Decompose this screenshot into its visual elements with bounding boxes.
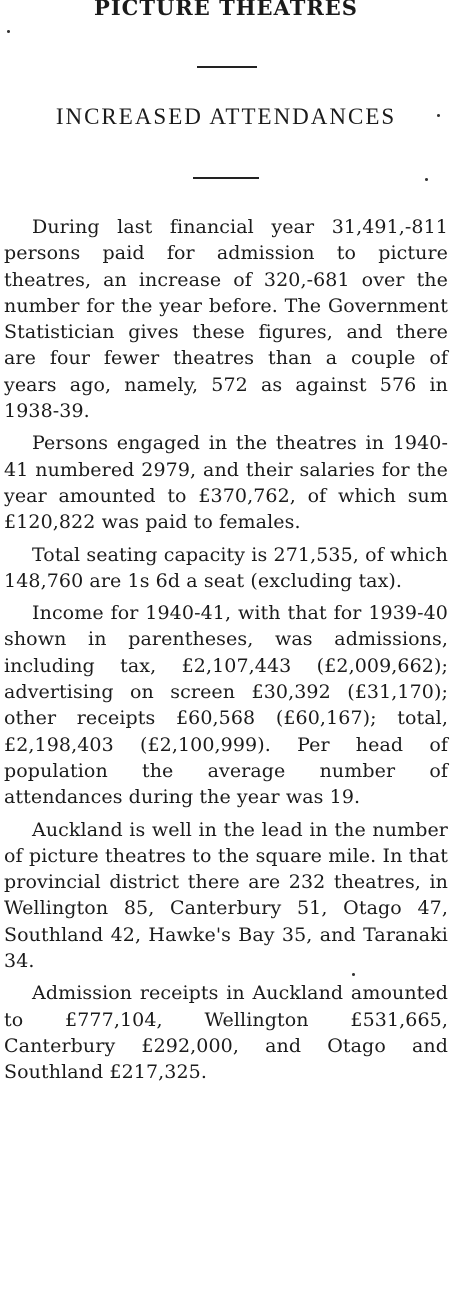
- print-speck: [7, 30, 10, 33]
- paragraph-seating: Total seating capacity is 271,535, of which 148,760 are 1s 6d a seat (excluding tax).: [4, 543, 448, 592]
- print-speck: [437, 114, 440, 117]
- subheadline-divider: [193, 177, 259, 179]
- paragraph-employees: Persons engaged in the theatres in 1940-41 numbered 2979, and their salaries for the year amounted to £370,762, of which sum £120,822 was paid to females.: [4, 432, 448, 534]
- paragraph-receipts: Admission receipts in Auckland amounted to £777,104, Wellington £531,665, Canterbury £292,000, and Otago and Southland £217,325.: [4, 982, 448, 1084]
- paragraph-income: Income for 1940-41, with that for 1939-40 shown in parentheses, was admissions, including tax, £2,107,443 (£2,009,662); advertising on screen £30,392 (£31,170); other receipts £60,568 (£60,167); total, £2,198,403 (£2,100,999). Per head of population the average number of attendances during the year was 19.: [4, 602, 448, 809]
- paragraph-districts: Auckland is well in the lead in the number of picture theatres to the square mile. In that provincial district there are 232 theatres, in Wellington 85, Canterbury 51, Otago 47, Southland 42, Hawke's Bay 35, and Taranaki 34.: [4, 818, 448, 973]
- subheadline: INCREASED ATTENDANCES: [55, 104, 397, 129]
- print-speck: [352, 973, 355, 976]
- article-body: [4, 214, 448, 1092]
- headline-divider: [197, 66, 257, 68]
- print-speck: [425, 178, 428, 181]
- headline: PICTURE THEATRES: [94, 0, 358, 20]
- paragraph-attendance: During last financial year 31,491,-811 persons paid for admission to picture theatres, an increase of 320,-681 over the number for the year before. The Government Statistician gives these figures, and there are four fewer theatres than a couple of years ago, namely, 572 as against 576 in 1938-39.: [4, 216, 448, 423]
